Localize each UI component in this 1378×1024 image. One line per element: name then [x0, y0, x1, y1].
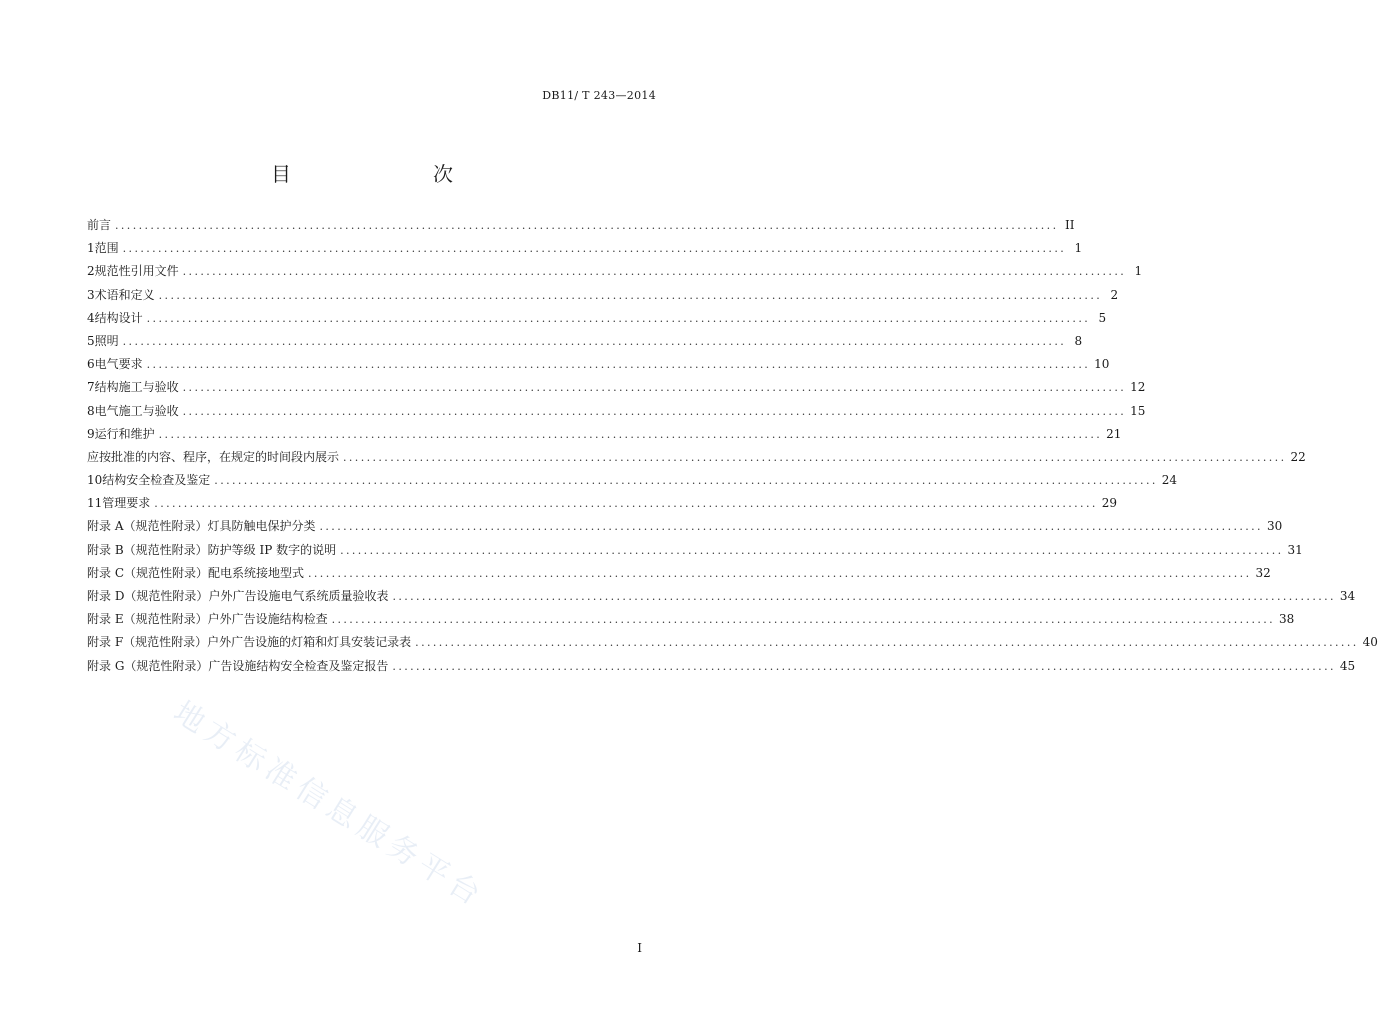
toc-entry-title: 配电系统接地型式 — [208, 565, 305, 580]
toc-entry-number: 1 — [87, 241, 95, 256]
toc-entry-page: 1 — [1074, 241, 1083, 256]
toc-entry[interactable] — [87, 425, 1122, 448]
toc-entry-page: 38 — [1279, 612, 1295, 627]
toc-entry-title: 电气要求 — [94, 357, 143, 372]
toc-entry-number: 2 — [87, 264, 95, 279]
toc-entry-number: 9 — [87, 426, 95, 441]
dot-leader: ................................................................................................................................................................ — [158, 427, 1103, 441]
dot-leader: ................................................................................................................................................................ — [146, 358, 1091, 372]
toc-entry-page: 2 — [1110, 287, 1119, 302]
dot-leader: ................................................................................................................................................................ — [214, 474, 1158, 488]
toc-entry-number: 5 — [87, 333, 95, 348]
dot-leader: ................................................................................................................................................................ — [158, 288, 1103, 302]
toc-entry-title: 结构设计 — [94, 310, 143, 325]
toc-entry-title: 运行和维护 — [94, 426, 155, 441]
toc-entry-page: 24 — [1161, 473, 1178, 488]
toc-entry-page: 1 — [1134, 264, 1143, 279]
toc-entry-title: 前言 — [87, 218, 112, 232]
toc-entry-number: 7 — [87, 380, 95, 395]
appendix-label: 附录 G（规范性附录） — [87, 658, 209, 673]
dot-leader: ................................................................................................................................................................ — [308, 566, 1252, 580]
toc-entry-title: 户外广告设施电气系统质量验收表 — [208, 589, 389, 603]
toc-entry[interactable] — [87, 471, 1178, 494]
dot-leader: ................................................................................................................................................................ — [343, 450, 1287, 464]
dot-leader: ................................................................................................................................................................ — [182, 381, 1127, 395]
toc-entry[interactable] — [87, 355, 1110, 378]
appendix-entry[interactable] — [87, 633, 1378, 656]
toc-entry[interactable] — [87, 239, 1083, 262]
dot-leader: ................................................................................................................................................................ — [146, 311, 1091, 325]
toc-entry-title: 广告设施结构安全检查及鉴定报告 — [208, 658, 389, 673]
toc-entry-title: 灯具防触电保护分类 — [207, 519, 316, 534]
toc-entry-title: 范围 — [94, 241, 119, 256]
dot-leader: ................................................................................................................................................................ — [115, 219, 1059, 232]
appendix-entry[interactable] — [87, 541, 1303, 564]
dot-leader: ................................................................................................................................................................ — [122, 242, 1067, 256]
toc-entry-title: 电气施工与验收 — [94, 403, 179, 418]
toc-entry-page: 8 — [1074, 333, 1083, 348]
toc-entry[interactable] — [87, 448, 1306, 471]
toc-entry-title: 防护等级 IP 数字的说明 — [207, 542, 337, 557]
appendix-label: 附录 C（规范性附录） — [87, 565, 208, 580]
toc-entry[interactable] — [87, 378, 1146, 401]
toc-entry-page: 30 — [1266, 519, 1283, 534]
dot-leader: ................................................................................................................................................................ — [154, 497, 1098, 511]
page-number: I — [637, 941, 642, 955]
toc-entry-number: 8 — [87, 403, 95, 418]
dot-leader: ................................................................................................................................................................ — [182, 265, 1127, 279]
toc-entry-page: 15 — [1130, 403, 1146, 418]
dot-leader: ................................................................................................................................................................ — [319, 520, 1263, 534]
appendix-entry[interactable] — [87, 587, 1356, 610]
toc-entry-number: 3 — [87, 287, 95, 302]
appendix-label: 附录 F（规范性附录） — [87, 635, 208, 650]
toc-entry-page: II — [1064, 218, 1075, 232]
toc-entry-page: 10 — [1094, 357, 1110, 372]
appendix-entry[interactable] — [87, 517, 1283, 540]
toc-entry-page: 5 — [1098, 310, 1107, 325]
toc-entry-page: 45 — [1339, 658, 1356, 673]
toc-entry[interactable] — [87, 286, 1119, 309]
toc-entry[interactable] — [87, 332, 1083, 355]
toc-entry-page: 40 — [1362, 635, 1378, 650]
appendix-entry[interactable] — [87, 657, 1356, 680]
appendix-entry[interactable] — [87, 610, 1295, 633]
dot-leader: ................................................................................................................................................................ — [340, 543, 1284, 557]
toc-entry[interactable] — [87, 262, 1143, 285]
toc-entry-title: 术语和定义 — [94, 287, 155, 302]
dot-leader: ................................................................................................................................................................ — [182, 404, 1127, 418]
toc-entry-number: 11 — [87, 496, 103, 511]
toc-entry-title: 户外广告设施的灯箱和灯具安装记录表 — [207, 635, 412, 650]
dot-leader: ................................................................................................................................................................ — [122, 334, 1067, 348]
dot-leader: ................................................................................................................................................................ — [415, 636, 1359, 650]
toc-entry-title: 照明 — [94, 333, 119, 348]
toc-entry[interactable] — [87, 216, 1075, 239]
toc-entry-title: 户外广告设施结构检查 — [207, 612, 328, 627]
toc-entry-number: 6 — [87, 357, 95, 372]
toc-entry-page: 32 — [1255, 565, 1271, 580]
appendix-entry[interactable] — [87, 564, 1271, 587]
toc-entry[interactable] — [87, 494, 1118, 517]
toc-entry-title: 结构施工与验收 — [94, 380, 179, 395]
toc-entry-title: 应按批准的内容、程序，在规定的时间段内展示 — [87, 449, 340, 464]
toc-entry-page: 22 — [1290, 449, 1306, 464]
document-code: DB11/ T 243—2014 — [542, 89, 656, 102]
appendix-label: 附录 D（规范性附录） — [87, 589, 209, 603]
dot-leader: ................................................................................................................................................................ — [392, 590, 1336, 603]
toc-entry-page: 21 — [1106, 426, 1122, 441]
toc-entry-title: 管理要求 — [102, 496, 151, 511]
appendix-label: 附录 E（规范性附录） — [87, 612, 208, 627]
dot-leader: ................................................................................................................................................................ — [331, 613, 1276, 627]
toc-entry-page: 12 — [1130, 380, 1146, 395]
toc-entry-title: 结构安全检查及鉴定 — [102, 473, 211, 488]
toc-entry-number: 10 — [87, 473, 103, 488]
page-title: 目 次 — [271, 162, 487, 186]
appendix-label: 附录 A（规范性附录） — [87, 519, 208, 534]
toc-entry-page: 29 — [1101, 496, 1118, 511]
toc-entry-title: 规范性引用文件 — [94, 264, 179, 279]
toc-entry-page: 34 — [1339, 589, 1356, 603]
toc-entry-number: 4 — [87, 310, 95, 325]
toc-entry[interactable] — [87, 309, 1107, 332]
watermark: 地方标准信息服务平台 — [167, 694, 492, 916]
dot-leader: ................................................................................................................................................................ — [392, 659, 1336, 673]
toc-entry[interactable] — [87, 402, 1146, 425]
toc-entry-page: 31 — [1287, 542, 1303, 557]
appendix-label: 附录 B（规范性附录） — [87, 542, 208, 557]
table-of-contents — [87, 216, 1378, 680]
